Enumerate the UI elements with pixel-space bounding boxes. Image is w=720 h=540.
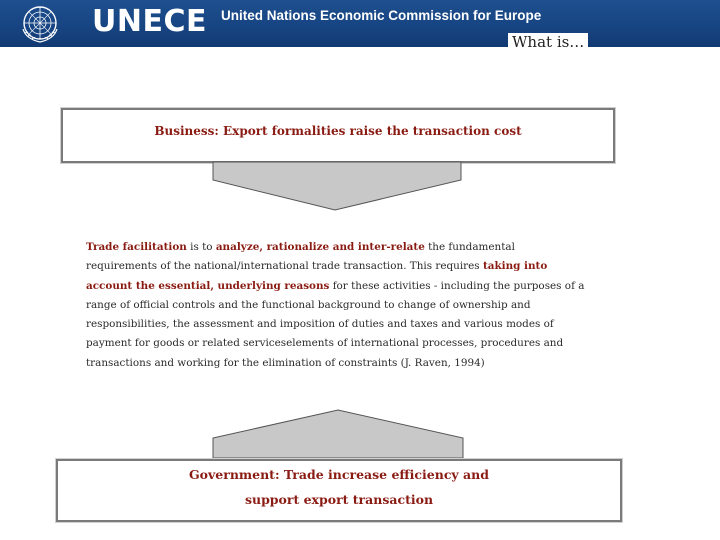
up-arrow-icon (212, 408, 464, 460)
brand-name: UNECE (92, 4, 207, 39)
government-box (56, 459, 622, 522)
trade-facilitation-definition (86, 238, 586, 373)
business-box (61, 108, 615, 163)
definition-emphasis-2: taking into account the essential, underlying reasons (86, 260, 548, 292)
government-box-line2: support export transaction (244, 491, 434, 507)
definition-text-1: is to (186, 241, 216, 253)
un-emblem-icon (16, 2, 64, 44)
header-banner (0, 0, 720, 47)
government-box-line1: Government: Trade increase efficiency and (189, 466, 489, 482)
definition-text-3: for these activities - including the purposes of a range of official controls and the functional background to change of ownership and responsibilities, the assessment and imposition of duties and taxes and various modes of payment for goods or related serviceselements of international processes, procedures and transactions and working for the elimination of constraints (J. Raven, 1994) (86, 279, 585, 369)
definition-term: Trade facilitation (86, 241, 187, 253)
organization-name: United Nations Economic Commission for Europe (221, 8, 542, 23)
business-box-text: Business: Export formalities raise the transaction cost (154, 123, 522, 138)
definition-emphasis-1: analyze, rationalize and inter-relate (215, 241, 425, 253)
down-arrow-icon (212, 160, 462, 212)
definition-text-2: the fundamental requirements of the national/international trade transaction. This requires (86, 241, 515, 273)
slide-subtitle: What is… (508, 33, 588, 51)
